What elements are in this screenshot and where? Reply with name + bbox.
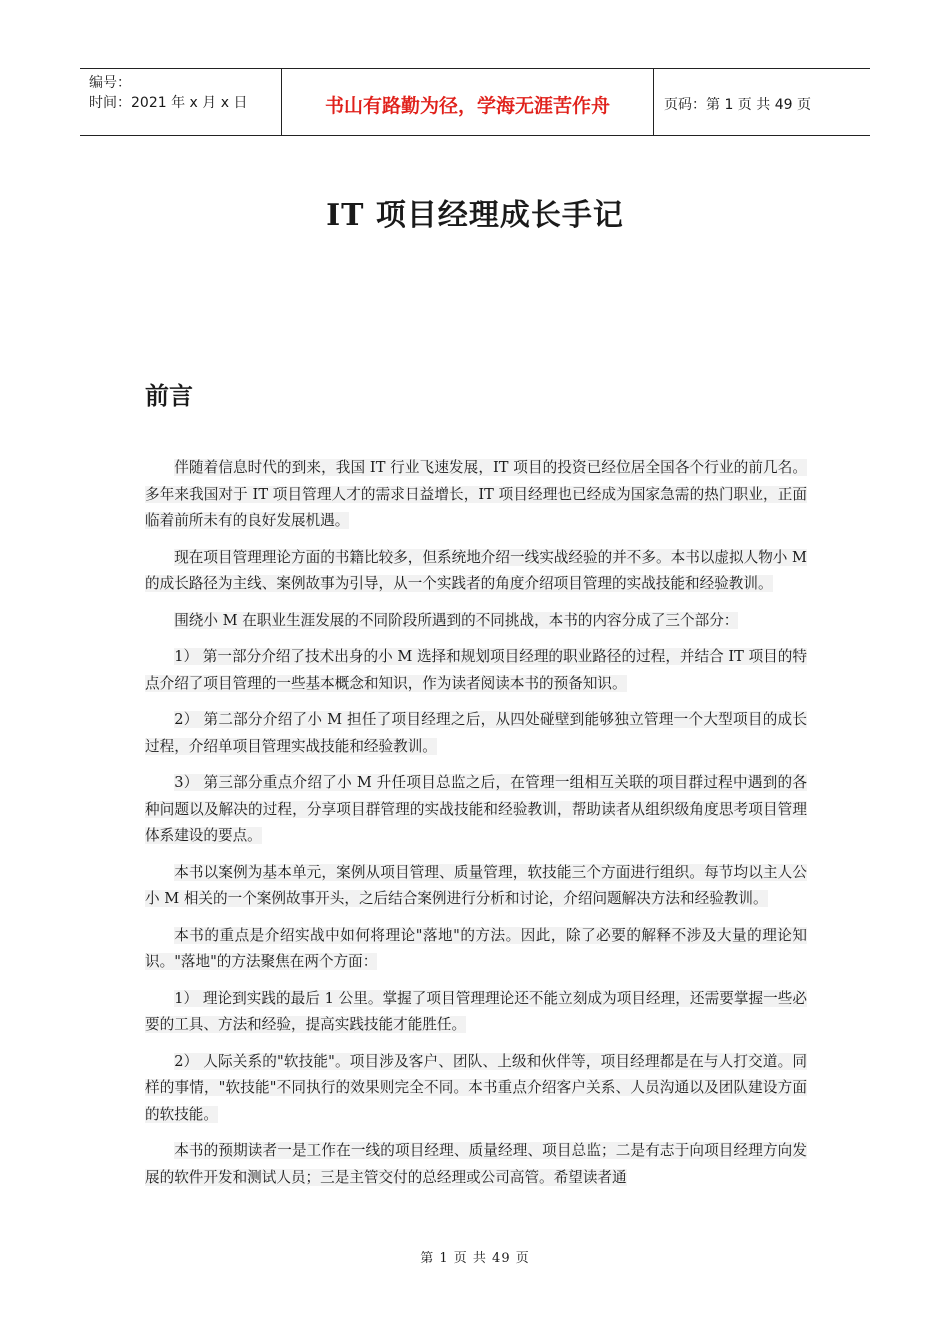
- list-item-paragraph: 3） 第三部分重点介绍了小 M 升任项目总监之后，在管理一组相互关联的项目群过程中遇到的各种问题以及解决的过程，分享项目群管理的实战技能和经验教训，帮助读者从组织级角度思考项目管理体系建设的要点。: [145, 774, 807, 844]
- list-item-paragraph: 1） 第一部分介绍了技术出身的小 M 选择和规划项目经理的职业路径的过程，并结合 IT 项目的特点介绍了项目管理的一些基本概念和知识，作为读者阅读本书的预备知识。: [145, 648, 807, 692]
- header-motto: 书山有路勤为径，学海无涯苦作舟: [282, 69, 654, 135]
- document-title: IT 项目经理成长手记: [326, 198, 624, 233]
- list-item-paragraph: 2） 第二部分介绍了小 M 担任了项目经理之后，从四处碰壁到能够独立管理一个大型项目的成长过程，介绍单项目管理实战技能和经验教训。: [145, 711, 807, 755]
- section-title: 前言: [145, 382, 193, 410]
- time-label: 时间：2021 年 x 月 x 日: [89, 95, 248, 111]
- header-page-info: 页码：第 1 页 共 49 页: [664, 97, 811, 113]
- paragraph: 现在项目管理理论方面的书籍比较多，但系统地介绍一线实战经验的并不多。本书以虚拟人物小 M 的成长路径为主线、案例故事为引导，从一个实践者的角度介绍项目管理的实战技能和经验教训。: [145, 548, 807, 592]
- list-item-paragraph: 1） 理论到实践的最后 1 公里。掌握了项目管理理论还不能立刻成为项目经理，还需要掌握一些必要的工具、方法和经验，提高实践技能才能胜任。: [145, 989, 807, 1033]
- paragraph: 本书的预期读者一是工作在一线的项目经理、质量经理、项目总监；二是有志于向项目经理方向发展的软件开发和测试人员；三是主管交付的总经理或公司高管。希望读者通: [145, 1142, 807, 1186]
- paragraph: 本书以案例为基本单元，案例从项目管理、质量管理，软技能三个方面进行组织。每节均以主人公小 M 相关的一个案例故事开头，之后结合案例进行分析和讨论，介绍问题解决方法和经验教训。: [145, 863, 807, 907]
- preface-body: [145, 455, 807, 1201]
- page-header: [80, 68, 870, 136]
- number-label: 编号：: [89, 75, 131, 91]
- page-footer: 第 1 页 共 49 页: [420, 1251, 530, 1266]
- paragraph: 围绕小 M 在职业生涯发展的不同阶段所遇到的不同挑战，本书的内容分成了三个部分：: [174, 611, 739, 629]
- paragraph: 本书的重点是介绍实战中如何将理论"落地"的方法。因此，除了必要的解释不涉及大量的理论知识。"落地"的方法聚焦在两个方面：: [145, 926, 807, 970]
- header-meta: [80, 69, 282, 135]
- list-item-paragraph: 2） 人际关系的"软技能"。项目涉及客户、团队、上级和伙伴等，项目经理都是在与人打交道。同样的事情，"软技能"不同执行的效果则完全不同。本书重点介绍客户关系、人员沟通以及团队建设方面的软技能。: [145, 1052, 807, 1123]
- paragraph: 伴随着信息时代的到来，我国 IT 行业飞速发展，IT 项目的投资已经位居全国各个行业的前几名。多年来我国对于 IT 项目管理人才的需求日益增长，IT 项目经理也已经成为国家急需的热门职业，正面临着前所未有的良好发展机遇。: [145, 459, 807, 529]
